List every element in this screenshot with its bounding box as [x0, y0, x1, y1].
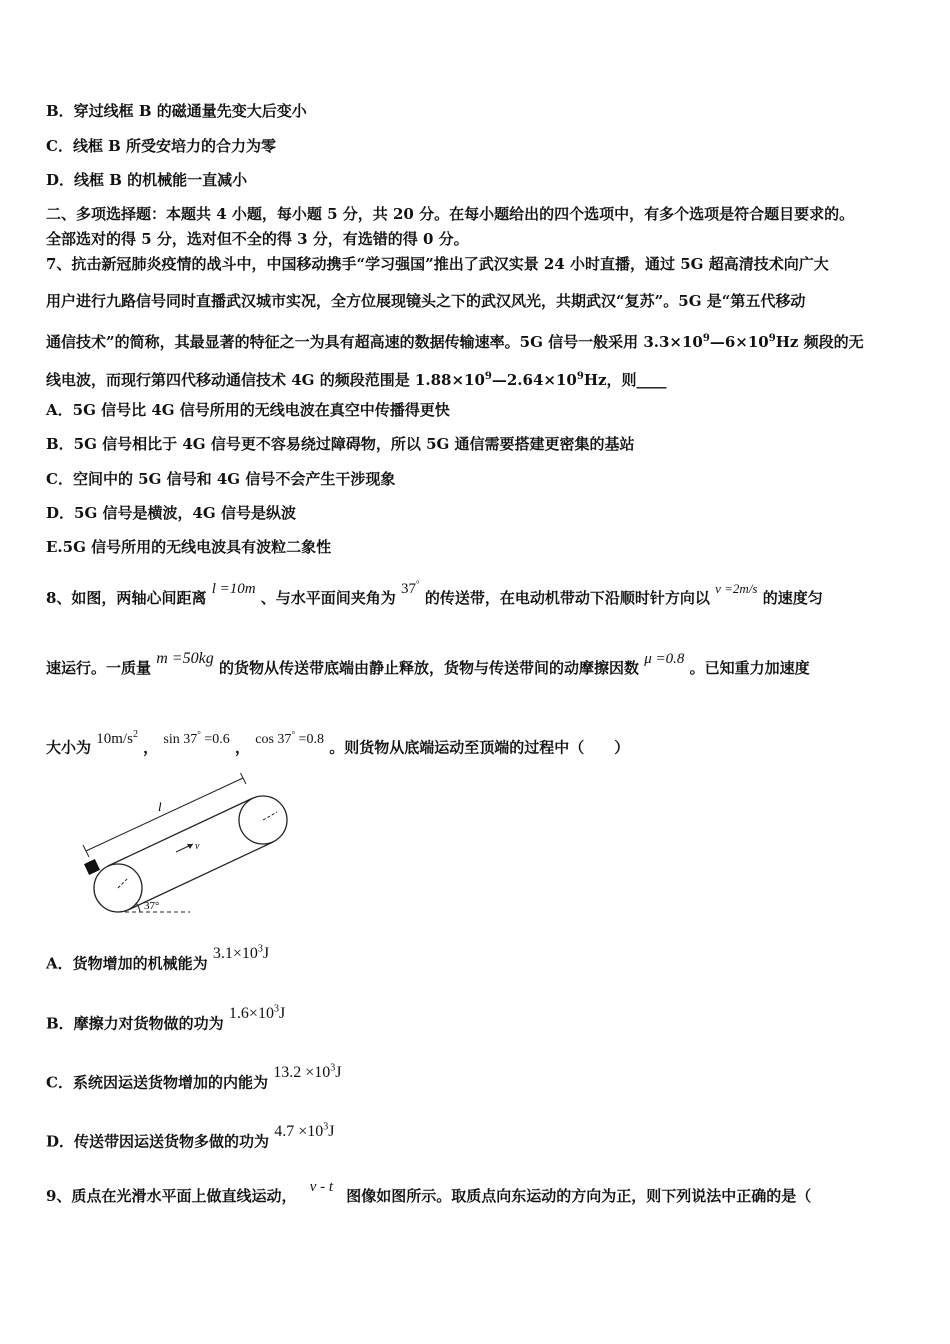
q7-option-b: B．5G 信号相比于 4G 信号更不容易绕过障碍物，所以 5G 通信需要搭建更密集的基站 [46, 435, 635, 453]
angle-label: 37° [144, 900, 160, 912]
q8-mu-value: μ =0.8 [644, 651, 685, 667]
q7-option-e: E.5G 信号所用的无线电波具有波粒二象性 [46, 538, 332, 556]
q8-option-c-value: 13.2 ×10 [273, 1064, 331, 1082]
q8-option-a [46, 944, 270, 974]
q8-separator-2: ， [235, 738, 251, 757]
cargo-box [84, 859, 100, 875]
q8-cos-label: cos 37 [255, 731, 292, 747]
q8-option-c-unit: J [335, 1064, 342, 1082]
length-tick-left [83, 845, 89, 857]
q8-mass-math [156, 650, 213, 667]
q8-speed-value: v =2m/s [715, 581, 758, 596]
q8-gravity-exp: 2 [132, 728, 138, 740]
q8-option-c-exp: 3 [330, 1063, 336, 1074]
q8-gravity-value: 10m/s [96, 730, 133, 747]
q8-l2-part-a: 速运行。一质量 [46, 659, 152, 677]
q6-option-d: D．线框 B 的机械能一直减小 [46, 171, 248, 189]
q7-option-c: C．空间中的 5G 信号和 4G 信号不会产生干涉现象 [46, 470, 396, 488]
q9-part-b: 图像如图所示。取质点向东运动的方向为正，则下列说法中正确的是（ [346, 1187, 812, 1205]
q8-distance-value: l =10m [211, 581, 256, 597]
q8-option-a-math [213, 945, 269, 962]
q8-mu-math [644, 651, 684, 667]
q8-option-d-exp: 3 [323, 1122, 329, 1133]
q8-mass-value: m =50kg [156, 650, 214, 667]
q7-exp4: 9 [576, 371, 584, 382]
q7-stem-line4 [46, 367, 667, 390]
q7-stem-line3 [46, 329, 864, 352]
q8-option-b-unit: J [278, 1005, 286, 1023]
q8-l1-part-a: 8、如图，两轴心间距离 [46, 589, 207, 607]
q8-l2-part-b: 的货物从传送带底端由静止释放，货物与传送带间的动摩擦因数 [218, 659, 639, 677]
q7-line4-part-c: Hz，则____ [583, 371, 667, 389]
top-pulley-radius [263, 812, 277, 820]
q8-stem-line2 [46, 650, 810, 679]
q8-sin-label: sin 37 [163, 731, 198, 747]
q8-option-d-text: D．传送带因运送货物多做的功为 [46, 1132, 270, 1151]
q7-line3-part-c: Hz 频段的无 [775, 333, 864, 351]
belt-upper [108, 798, 253, 866]
q7-option-a: A．5G 信号比 4G 信号所用的无线电波在真空中传播得更快 [46, 401, 450, 419]
q8-l2-part-c: 。已知重力加速度 [689, 659, 810, 677]
q8-option-b [46, 1004, 286, 1034]
q7-exp1: 9 [702, 333, 710, 344]
q6-option-c: C．线框 B 所受安培力的合力为零 [46, 137, 277, 155]
q8-option-c [46, 1063, 342, 1093]
q8-angle-value: 37 [401, 581, 417, 597]
q8-option-d-math [274, 1123, 334, 1140]
q8-gravity-math [96, 728, 138, 747]
section2-heading-line1: 二、多项选择题：本题共 4 小题，每小题 5 分，共 20 分。在每小题给出的四个选项中，有多个选项是符合题目要求的。 [46, 205, 855, 223]
q8-option-a-text: A．货物增加的机械能为 [46, 954, 208, 973]
q8-cos-value: =0.8 [295, 731, 324, 747]
q8-l3-part-b: 。则货物从底端运动至顶端的过程中（ ） [329, 738, 630, 757]
q7-option-d: D．5G 信号是横波，4G 信号是纵波 [46, 504, 296, 522]
q8-option-d [46, 1122, 335, 1152]
q8-option-a-exp: 3 [257, 944, 263, 955]
q8-l3-part-a: 大小为 [46, 738, 92, 757]
conveyor-belt-figure [78, 773, 293, 918]
q8-l1-part-b: 、与水平面间夹角为 [260, 589, 396, 607]
q8-stem-line1 [46, 579, 823, 609]
q8-option-b-math [229, 1005, 285, 1022]
q8-separator-1: ， [143, 738, 159, 757]
q7-stem-line1: 7、抗击新冠肺炎疫情的战斗中，中国移动携手“学习强国”推出了武汉实景 24 小时直播，通过 5G 超高清技术向广大 [46, 255, 829, 273]
q7-line3-part-b: —6×10 [709, 333, 769, 351]
q9-vt-label: v - t [309, 1179, 334, 1195]
q8-option-b-text: B．摩擦力对货物做的功为 [46, 1014, 224, 1033]
degree-sign-icon: ° [197, 729, 201, 739]
q8-sin-value: =0.6 [200, 731, 230, 747]
q8-distance-math [212, 581, 256, 597]
q6-option-b: B．穿过线框 B 的磁通量先变大后变小 [46, 102, 307, 120]
q8-stem-line3 [46, 728, 630, 760]
q8-sin-math [163, 729, 230, 747]
q7-exp3: 9 [484, 371, 492, 382]
q8-speed-math [715, 581, 757, 596]
q8-option-c-text: C．系统因运送货物增加的内能为 [46, 1073, 268, 1092]
q8-option-c-math [273, 1064, 341, 1081]
velocity-label: v [195, 841, 200, 852]
q8-option-a-unit: J [262, 945, 270, 963]
q7-line4-part-a: 线电波，而现行第四代移动通信技术 4G 的频段范围是 1.88×10 [46, 371, 485, 389]
length-label: l [158, 799, 162, 814]
q7-stem-line2: 用户进行九路信号同时直播武汉城市实况，全方位展现镜头之下的武汉风光，共期武汉“复苏”。5G 是“第五代移动 [46, 292, 806, 310]
q9-stem [46, 1179, 812, 1207]
q7-line4-part-b: —2.64×10 [491, 371, 577, 389]
q8-cos-math [255, 729, 324, 747]
degree-sign-icon: ° [291, 729, 296, 739]
q8-option-a-value: 3.1×10 [212, 945, 258, 963]
q8-l1-part-d: 的速度匀 [762, 589, 823, 607]
q7-line3-part-a: 通信技术”的简称，其最显著的特征之一为具有超高速的数据传输速率。5G 信号一般采用 3.3×10 [46, 333, 703, 351]
q8-angle-math [401, 581, 420, 597]
q9-math [310, 1179, 333, 1195]
q9-part-a: 9、质点在光滑水平面上做直线运动， [46, 1187, 297, 1205]
q8-option-b-value: 1.6×10 [228, 1005, 274, 1023]
q7-exp2: 9 [768, 333, 776, 344]
bottom-pulley-radius [118, 878, 128, 888]
section2-heading-line2: 全部选对的得 5 分，选对但不全的得 3 分，有选错的得 0 分。 [46, 230, 469, 248]
degree-sign-icon: ° [416, 579, 420, 589]
q8-l1-part-c: 的传送带，在电动机带动下沿顺时针方向以 [424, 589, 710, 607]
q8-option-b-exp: 3 [273, 1004, 279, 1015]
q8-option-d-value: 4.7 ×10 [274, 1123, 324, 1141]
q8-option-d-unit: J [328, 1123, 335, 1141]
